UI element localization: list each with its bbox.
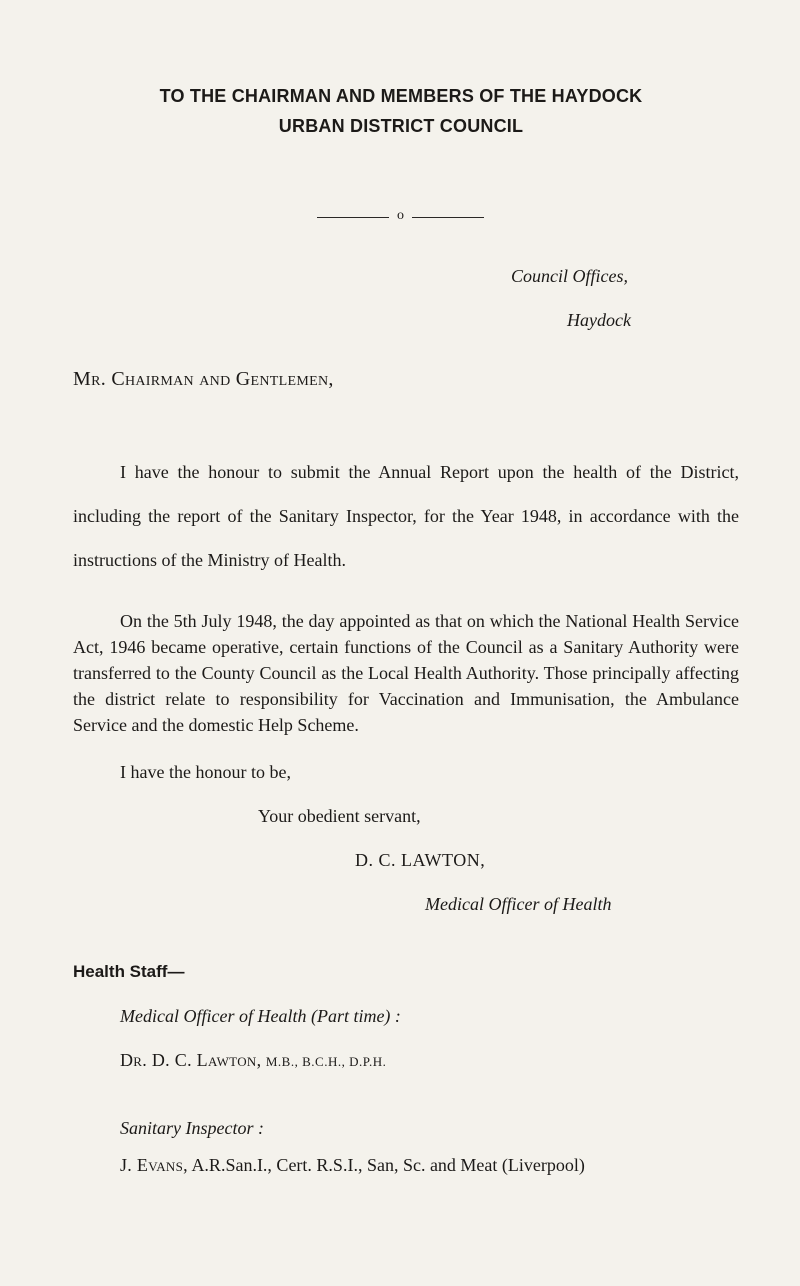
sanitary-inspector-name: J. Evans, [120, 1155, 188, 1175]
heading-line-1: TO THE CHAIRMAN AND MEMBERS OF THE HAYDOCK [159, 86, 643, 106]
medical-officer-name: Dr. D. C. Lawton, [120, 1050, 262, 1070]
medical-officer-qualifications: M.B., B.C.H., D.P.H. [265, 1054, 387, 1069]
closing-line-2: Your obedient servant, [258, 806, 421, 826]
heading-line-2: URBAN DISTRICT COUNCIL [278, 116, 524, 136]
divider-mark: o [397, 208, 404, 223]
medical-officer-role: Medical Officer of Health (Part time) : [120, 1006, 401, 1026]
signatory-title: Medical Officer of Health [425, 894, 612, 914]
sanitary-inspector-entry [120, 1155, 585, 1176]
sanitary-inspector-role: Sanitary Inspector : [120, 1118, 264, 1138]
section-divider [0, 208, 800, 228]
medical-officer-entry [120, 1050, 386, 1071]
closing-line-1: I have the honour to be, [120, 762, 291, 782]
staff-heading: Health Staff— [73, 962, 185, 981]
salutation: Mr. Chairman and Gentlemen, [73, 368, 334, 390]
paragraph-report-submission: I have the honour to submit the Annual Report upon the health of the District, including the report of the Sanitary Inspector, for the Year 1948, in accordance with the instructions of the Ministry of Health. [73, 462, 739, 570]
sanitary-inspector-qualifications: A.R.San.I., Cert. R.S.I., San, Sc. and Meat (Liverpool) [191, 1155, 585, 1175]
address-line-1: Council Offices, [511, 266, 628, 286]
address-line-2: Haydock [567, 310, 631, 330]
paragraph-nhs-act: On the 5th July 1948, the day appointed as that on which the National Health Service Act, 1946 became operative, certain functions of the Council as a Sanitary Authority were transferred to the County Council as the Local Health Authority. Those principally affecting the district relate to responsibility for Vaccination and Immunisation, the Ambulance Service and the domestic Help Scheme. [73, 611, 739, 735]
signatory-name: D. C. LAWTON, [355, 850, 486, 870]
